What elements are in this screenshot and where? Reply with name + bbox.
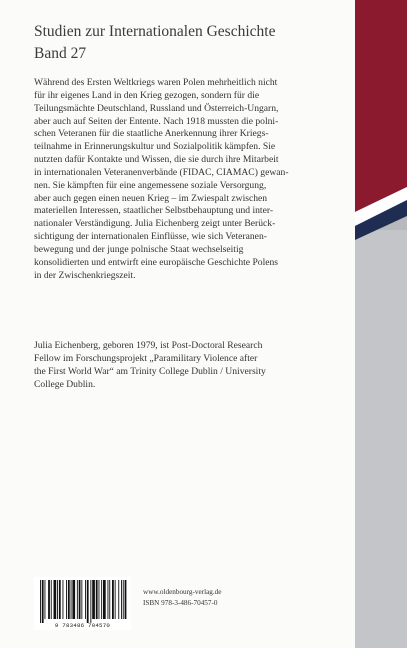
barcode-digits: 9 783486 704570 <box>54 622 111 629</box>
barcode-bar <box>63 580 64 619</box>
barcode-bar <box>109 580 110 619</box>
blurb-line: in der Zwischenkriegszeit. <box>34 269 136 281</box>
blurb-line: nationaler Verständigung. Julia Eichenberg zeigt unter Berück- <box>34 218 276 230</box>
barcode-bar <box>103 580 106 619</box>
publisher-url[interactable]: www.oldenbourg-verlag.de <box>143 588 222 596</box>
barcode-bar <box>112 580 114 619</box>
blurb-line: Teilungsmächte Deutschland, Russland und Österreich-Ungarn, <box>34 102 279 114</box>
blurb-line: bewegung und der junge polnische Staat wechselseitig <box>34 243 244 255</box>
barcode-bar <box>101 580 102 619</box>
barcode-bar <box>81 580 82 619</box>
cover-stripe-graphic <box>352 0 407 250</box>
blurb-line: für ihr eigenes Land in den Krieg gezogen, sondern für die <box>34 89 260 101</box>
barcode-bar <box>87 580 89 623</box>
barcode-bar <box>71 580 72 619</box>
isbn-barcode <box>34 577 131 630</box>
blurb-line: aber auch gegen einen neuen Krieg – im Zwiespalt zwischen <box>34 192 268 204</box>
series-volume: Band 27 <box>34 45 87 62</box>
blurb-text <box>34 77 334 283</box>
barcode-bar <box>51 580 52 619</box>
barcode-bar <box>72 580 75 619</box>
author-line: Julia Eichenberg, geboren 1979, ist Post-Doctoral Research <box>34 340 263 351</box>
blurb-line: nen. Sie kämpften für eine angemessene soziale Versorgung, <box>34 179 267 191</box>
barcode-bar <box>40 580 41 623</box>
barcode-bar <box>96 580 98 619</box>
barcode-bar <box>42 580 44 623</box>
blurb-line: nutzten dafür Kontakte und Wissen, die sie durch ihre Mitarbeit <box>34 154 279 166</box>
barcode-bar <box>85 580 86 619</box>
red-stripe <box>355 0 407 212</box>
author-line: College Dublin. <box>34 378 96 390</box>
blurb-line: schen Veteranen für die staatliche Anerkennung ihrer Kriegs- <box>34 128 269 140</box>
barcode-bar <box>115 580 116 619</box>
barcode-bar <box>48 580 50 619</box>
spine-band-lower <box>355 230 407 648</box>
barcode-bar <box>66 580 67 619</box>
blurb-line: materiellen Interessen, staatlicher Selbstbehauptung und inter- <box>34 205 274 217</box>
barcode-bar <box>92 580 95 619</box>
barcode-bar <box>118 580 119 619</box>
barcode-bar <box>59 580 61 619</box>
blurb-line: sichtigung der internationalen Einflüsse, wie sich Veteranen- <box>34 231 267 243</box>
barcode-bar <box>123 580 124 619</box>
blurb-line: in internationalen Veteranenverbände (FIDAC, CIAMAC) gewan- <box>34 166 289 178</box>
series-title: Studien zur Internationalen Geschichte <box>34 23 276 40</box>
barcode-bar <box>108 580 109 619</box>
blurb-line: Während des Ersten Weltkriegs waren Polen mehrheitlich nicht <box>34 77 278 88</box>
author-line: Fellow im Forschungsprojekt „Paramilitary Violence after <box>34 352 258 364</box>
author-line: the First World War“ am Trinity College Dublin / University <box>34 365 266 377</box>
blurb-line: aber auch auf Seiten der Entente. Nach 1918 mussten die polni- <box>34 115 279 127</box>
author-bio <box>34 340 334 391</box>
barcode-bar <box>90 580 91 623</box>
blurb-line: teilnahme in Erinnerungskultur und Sozialpolitik kämpfen. Sie <box>34 141 276 153</box>
barcode-bar <box>99 580 100 619</box>
barcode-bar <box>54 580 57 619</box>
barcode-bar <box>45 580 46 619</box>
barcode-bar <box>79 580 81 619</box>
barcode-bar <box>77 580 78 619</box>
blurb-line: konsolidierten und entwirft eine europäische Geschichte Polens <box>34 256 279 268</box>
barcode-bar <box>68 580 70 619</box>
barcode-bar <box>121 580 122 619</box>
barcode-bar <box>57 580 58 619</box>
barcode-bar <box>125 580 127 619</box>
barcode-bars <box>34 577 131 623</box>
isbn-number: ISBN 978-3-486-70457-0 <box>143 599 218 607</box>
